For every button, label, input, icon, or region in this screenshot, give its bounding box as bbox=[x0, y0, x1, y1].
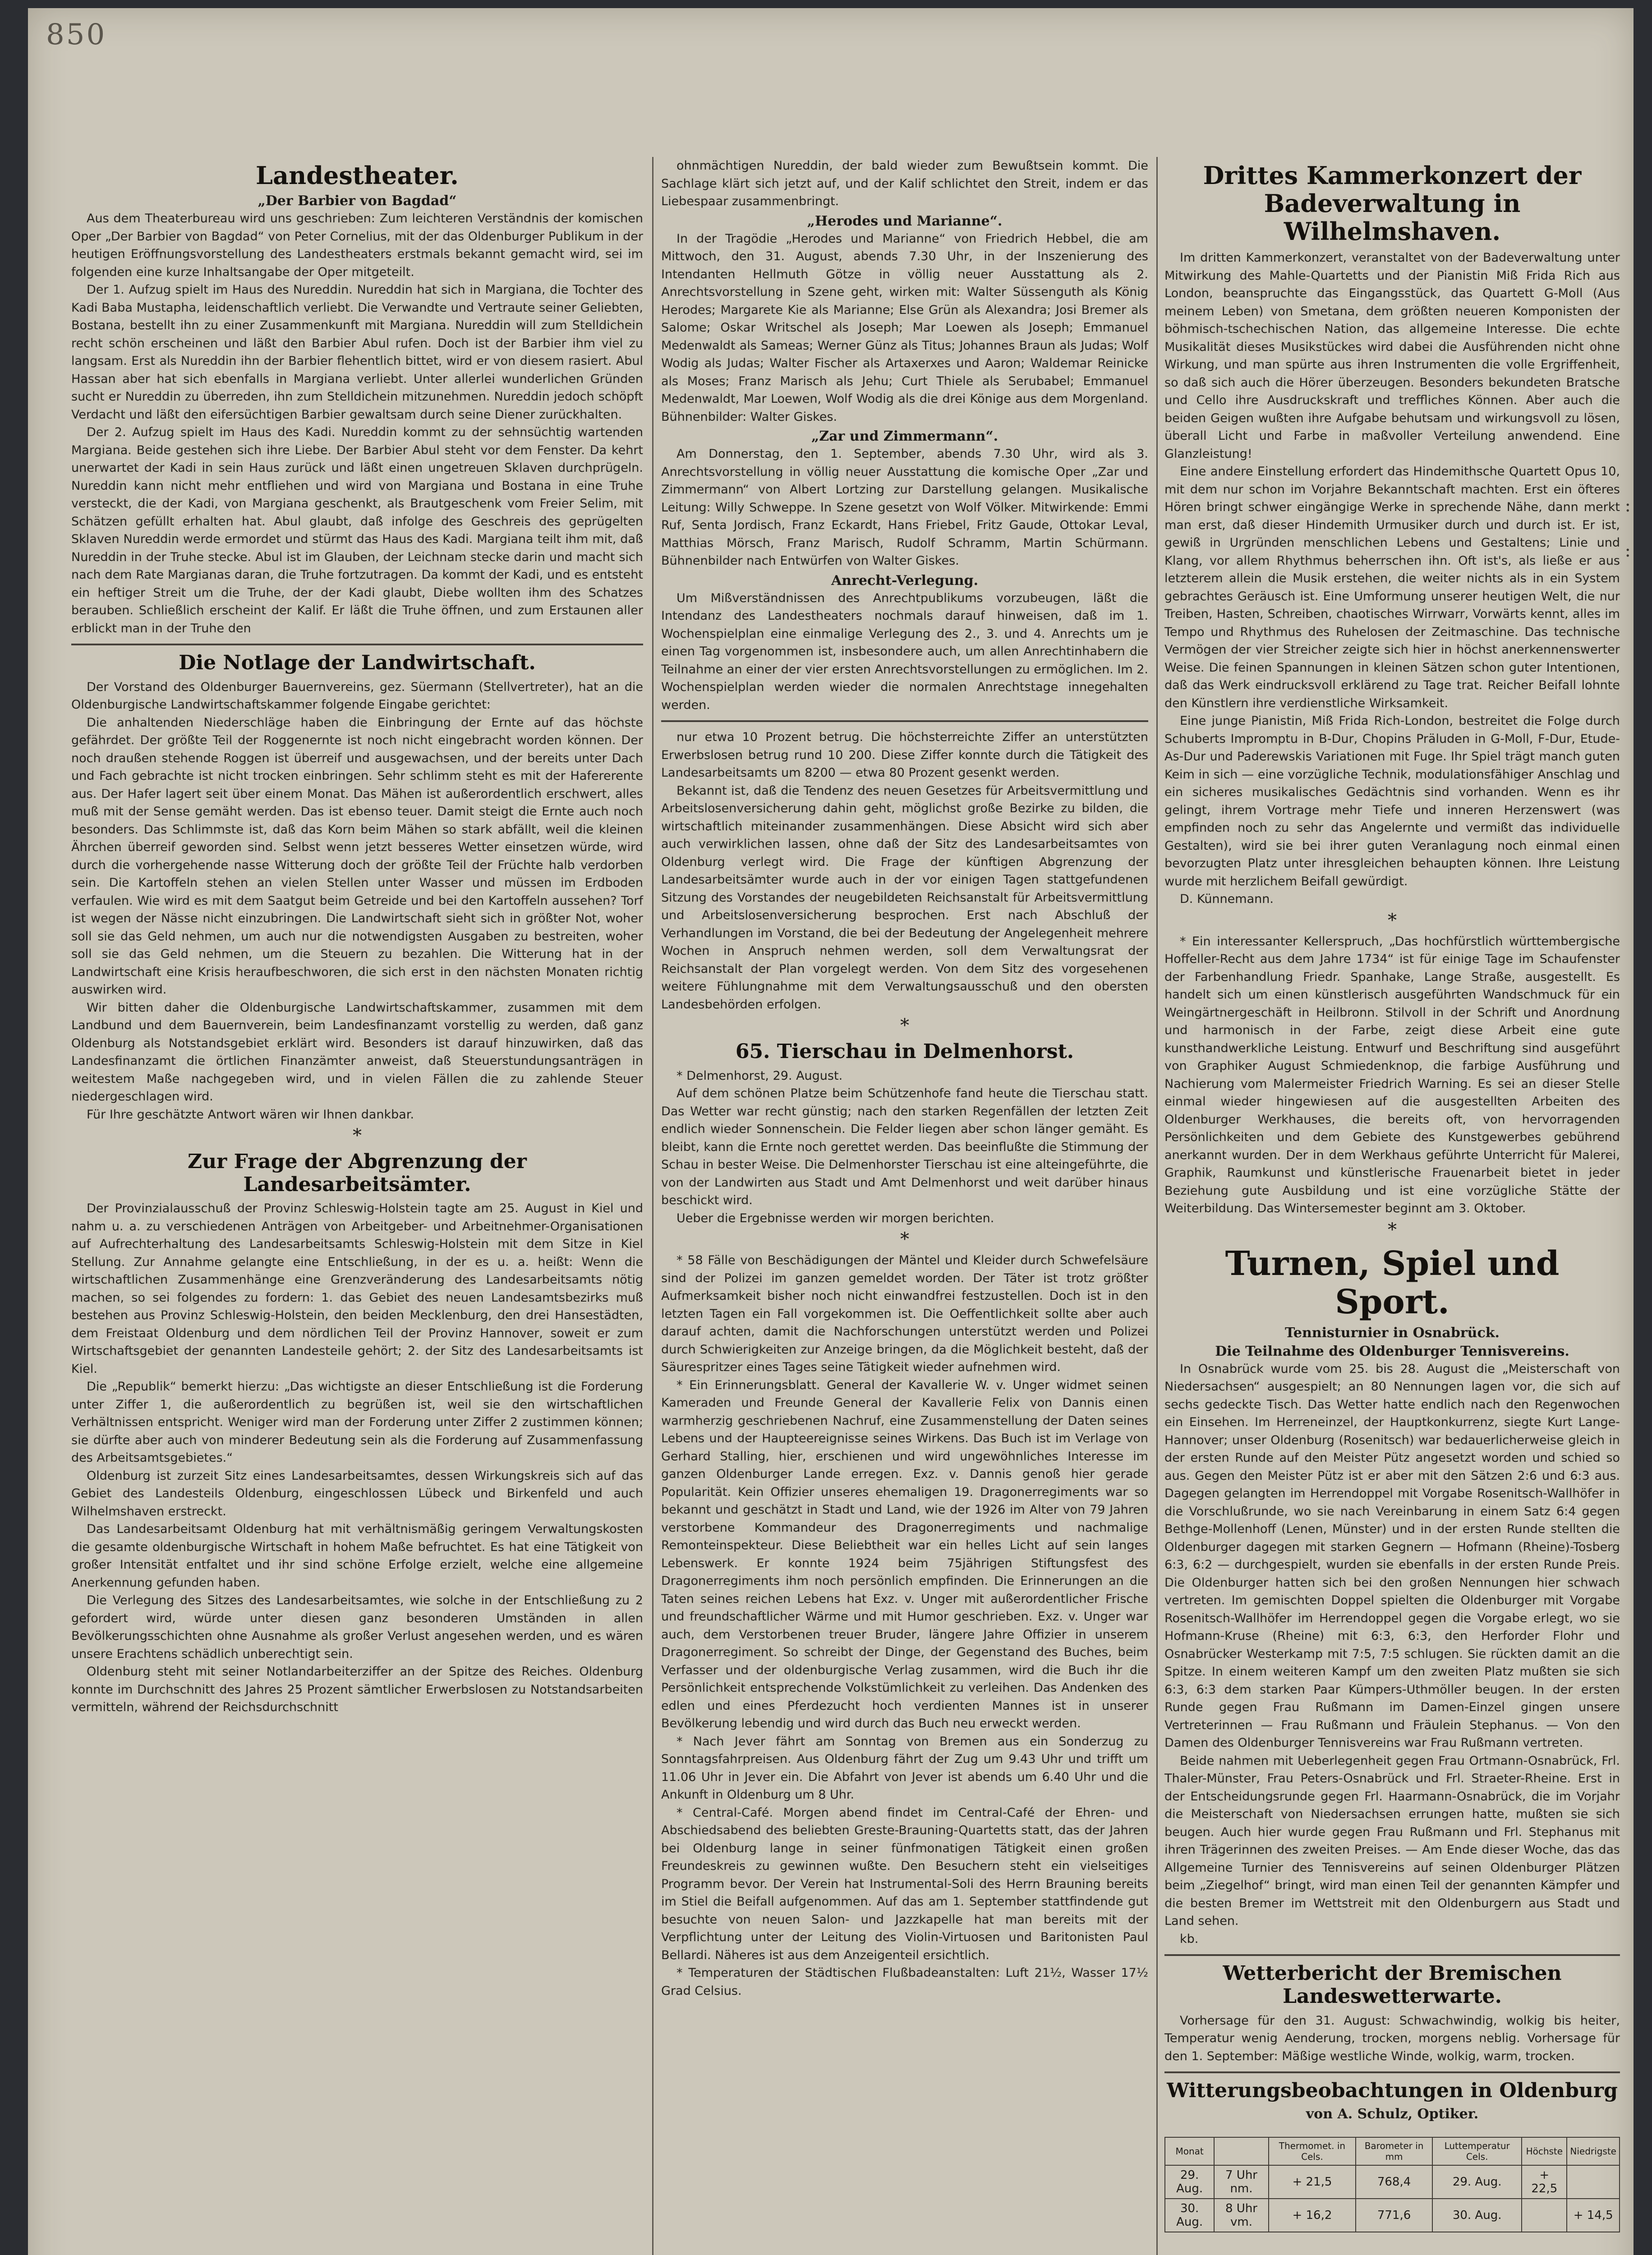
article-paragraph: Der Vorstand des Oldenburger Bauernvereins, gez. Süermann (Stellvertreter), hat an die Oldenburgische Landwirtschaftskammer folgende Eingabe gerichtet: bbox=[71, 680, 643, 712]
table-cell: + 21,5 bbox=[1269, 2165, 1356, 2199]
page-edge-mark: : bbox=[1624, 540, 1631, 561]
table-cell bbox=[1567, 2165, 1620, 2199]
column-middle bbox=[661, 157, 1148, 2255]
article-paragraph: Die Verlegung des Sitzes des Landesarbeitsamtes, wie solche in der Entschließung zu 2 gefordert wird, würde unter diesen ganz besonderen Umständen in allen Bevölkerungsschichten ohne Ausnahme als großer Verlust angesehen werden, und es wären unsere Erachtens schädlich unberechtigt sein. bbox=[71, 1593, 643, 1661]
table-row bbox=[1165, 2165, 1620, 2199]
table-cell bbox=[1522, 2199, 1567, 2232]
article-paragraph: * Ein interessanter Kellerspruch, „Das hochfürstlich württembergische Hoffeller-Recht aus dem Jahre 1734“ ist für einige Tage im Schaufenster der Farbenhandlung Friedr. Spanhake, Lange Straße, ausgestellt. Es handelt sich um einen künstlerisch ausgeführten Wandschmuck für ein Weingärtnergeschäft in Heilbronn. Stilvoll in der Schrift und Anordnung und harmonisch in der Farbe, zeigt diese Arbeit eine gute kunsthandwerkliche Leistung. Entwurf und Beschriftung sind ausgeführt von Graphiker August Schmiedenknop, die farbige Ausführung und Nachierung vom Malermeister Friedrich Warning. Es sei an dieser Stelle einmal wieder hingewiesen auf die ausgestellten Arbeiten des Oldenburger Werkhauses, die bereits oft, von hervorragenden Persönlichkeiten und dem Gebiete des Kunstgewerbes gebührend anerkannt wurden. Der in dem Werkhaus geführte Unterricht für Malerei, Graphik, Raumkunst und künstlerische Frauenarbeit bietet in jeder Beziehung gute Ausbildung und ist eine vorzügliche Stätte der Weiterbildung. Das Wintersemester beginnt am 3. Oktober. bbox=[1164, 934, 1620, 1216]
table-header-cell: Barometer in mm bbox=[1356, 2137, 1432, 2165]
table-header-cell: Luttemperatur Cels. bbox=[1432, 2137, 1522, 2165]
article-paragraph: Für Ihre geschätzte Antwort wären wir Ihnen dankbar. bbox=[87, 1107, 414, 1122]
article-paragraph: Bekannt ist, daß die Tendenz des neuen Gesetzes für Arbeitsvermittlung und Arbeitslosenversicherung dahin geht, möglichst große Bezirke zu bilden, die wirtschaftlich miteinander zusammenhängen. Diese Absicht wird sich aber auch verwirklichen lassen, ohne daß der Sitz des Landesarbeitsamtes von Oldenburg verlegt wird. Die Frage der künftigen Abgrenzung der Landesarbeitsämter wurde auch in der vor einigen Tagen stattgefundenen Sitzung des Vorstandes der neugebildeten Reichsanstalt für Arbeitsvermittlung und Arbeitslosenversicherung besprochen. Erst nach Abschluß der Verhandlungen im Vorstand, die bei der Bedeutung der Angelegenheit mehrere Wochen in Anspruch nehmen werden, soll dem Verwaltungsrat der Reichsanstalt der Plan vorgelegt werden. Von dem Sitz des vorgesehenen weitere Fühlungnahme mit dem Verwaltungsausschuß und den obersten Landesbehörden erfolgen. bbox=[661, 783, 1148, 1012]
section-rule bbox=[1164, 2071, 1620, 2073]
article-paragraph: ohnmächtigen Nureddin, der bald wieder zum Bewußtsein kommt. Die Sachlage klärt sich jetzt auf, und der Kalif schlichtet den Streit, indem er das Liebespaar zusammenbringt. bbox=[661, 159, 1148, 208]
table-row bbox=[1165, 2199, 1620, 2232]
table-cell: + 22,5 bbox=[1522, 2165, 1567, 2199]
article-paragraph: Wir bitten daher die Oldenburgische Landwirtschaftskammer, zusammen mit dem Landbund und dem Bauernverein, beim Landesfinanzamt vorstellig zu werden, daß ganz Oldenburg als Notstandsgebiet erklärt wird. Besonders ist darauf hinzuwirken, daß das Landesfinanzamt die örtlichen Finanzämter anweist, daß Steuerstundungsanträgen in weitestem Maße nachgegeben wird, und in vielen Fällen die zu zahlende Steuer niedergeschlagen wird. bbox=[71, 1000, 643, 1104]
article-paragraph: In Osnabrück wurde vom 25. bis 28. August die „Meisterschaft von Niedersachsen“ ausgespielt; an 80 Nennungen lagen vor, die sich auf sechs gedeckte Tisch. Das Wetter hatte endlich nach den Regenwochen ein Einsehen. Im Herreneinzel, der Hauptkonkurrenz, siegte Kurt Lange-Hannover; unser Oldenburg (Rosenitsch) war bedauerlicherweise gleich in der ersten Runde auf den Meister Pütz angesetzt worden und schied so aus. Gegen den Meister Pütz ist er aber mit den Sätzen 2:6 und 6:3 aus. Dagegen gelangten im Herrendoppel mit Vorgabe Rosenitsch-Wallhöfer in die Vorschlußrunde, wo sie nach Vereinbarung in einem Satz 6:4 gegen Bethge-Mollenhoff (Lenen, Münster) und in der ersten Runde stellten die Oldenburger dagegen mit starken Gegnern — Hofmann (Rheine)-Tosberg 6:3, 6:2 — durchgespielt, wurden sie ebenfalls in der ersten Runde Preis. Die Oldenburger hatten sich bei den großen Nennungen hier schwach vertreten. Im gemischten Doppel spielten die Oldenburger mit Vorgabe Rosenitsch-Wallhöfer im Herrendoppel gegen die Vorgabe erlegt, wo sie Hofmann-Kruse (Rheine) mit 6:3, 6:3, den Herforder Flohr und Osnabrücker Westerkamp mit 7:5, 7:5 schlugen. Sie rückten damit an die Spitze. In einem weiteren Kampf um den zweiten Platz mußten sie sich 6:3, 6:3 dem starken Paar Kümpers-Uthmöller beugen. In der ersten Runde gegen Frau Rußmann im Damen-Einzel gingen unsere Vertreterinnen — Frau Rußmann und Fräulein Stephanus. — Von den Damen des Oldenburger Tennisvereins war Frau Rußmann vertreten. bbox=[1164, 1362, 1620, 1750]
article-subheading: von A. Schulz, Optiker. bbox=[1306, 2106, 1479, 2122]
column-divider-right bbox=[1156, 157, 1158, 2255]
article-paragraph: Die anhaltenden Niederschläge haben die Einbringung der Ernte auf das höchste gefährdet. Der größte Teil der Roggenernte ist noch nicht eingebracht worden können. Der noch draußen stehende Roggen ist überreif und ausgewachsen, und der bereits unter Dach und Fach gebrachte ist nicht trocken einbringen. Sehr schlimm steht es mit der Hafererente aus. Der Hafer lagert seit über einem Monat. Das Mähen ist außerordentlich erschwert, alles muß mit der Sense gemäht werden. Das ist ebenso teuer. Damit steigt die Ernte auch noch besonders. Das Schlimmste ist, daß das Korn beim Mähen so stark abfällt, weil die kleinen Ährchen überreif geworden sind. Selbst wenn jetzt besseres Wetter einsetzen würde, wird durch die vorhergehende nasse Witterung doch der größte Teil der Früchte halb verdorben sein. Die Kartoffeln stehen an vielen Stellen unter Wasser und müssen im Erdboden verfaulen. Wie wird es mit dem Saatgut beim Getreide und bei den Kartoffeln aussehen? Torf ist wegen der Nässe nicht einzubringen. Die Landwirtschaft sieht sich in größter Not, woher soll sie das Geld nehmen, um auch nur die notwendigsten Ausgaben zu bestreiten, woher soll sie das Geld nehmen, um die Steuern zu bezahlen. Die Witterung hat in der Landwirtschaft eine Krisis heraufbeschworen, die sich erst in den nächsten Monaten richtig auswirken wird. bbox=[71, 715, 643, 997]
table-cell: 768,4 bbox=[1356, 2165, 1432, 2199]
article-heading: Die Notlage der Landwirtschaft. bbox=[179, 651, 536, 675]
article-paragraph: In der Tragödie „Herodes und Marianne“ von Friedrich Hebbel, die am Mittwoch, den 31. August, abends 7.30 Uhr, in der Inszenierung des Intendanten Hellmuth Götze in völlig neuer Ausstattung als 2. Anrechtsvorstellung in Szene geht, wirken mit: Walter Süssenguth als König Herodes; Margarete Kie als Marianne; Else Grün als Alexandra; Josi Bremer als Salome; Oskar Writschel als Joseph; Mar Loewen als Joseph; Emmanuel Medenwaldt als Sameas; Werner Günz als Titus; Johannes Braun als Judas; Wolf Wodig als Judas; Walter Fischer als Artaxerxes und Aaron; Waldemar Reinicke als Moses; Franz Marisch als Jehu; Curt Thiele als Serubabel; Emmanuel Medenwaldt, Mar Loewen, Wolf Wodig als die drei Könige aus dem Morgenland. Bühnenbilder: Walter Giskes. bbox=[661, 231, 1148, 424]
table-header-row bbox=[1165, 2137, 1620, 2165]
article-subheading: „Zar und Zimmermann“. bbox=[811, 428, 999, 444]
section-rule bbox=[1164, 1954, 1620, 1956]
article-paragraph: Im dritten Kammerkonzert, veranstaltet von der Badeverwaltung unter Mitwirkung des Mahle-Quartetts und der Pianistin Miß Frida Rich aus London, beanspruchte das Eingangsstück, das Quartett G-Moll (Aus meinem Leben) von Smetana, dem größten neueren Komponisten der böhmisch-tschechischen Nation, das allgemeine Interesse. Die echte Musikalität dieses Musikstückes wird dabei die Ausführenden nicht ohne Wirkung, und man spürte aus ihren Instrumenten die volle Ergriffenheit, so daß sich auch die Hörer überzeugen. Besonders bekundeten Bratsche und Cello ihre Ausdruckskraft und treffliches Können. Aber auch die beiden Geigen wußten ihre Aufgabe behutsam und wirkungsvoll zu lösen, überall Licht und Farbe in maßvoller Verteilung anwendend. Eine Glanzleistung! bbox=[1164, 251, 1620, 461]
article-subheading: Die Teilnahme des Oldenburger Tennisvereins. bbox=[1215, 1343, 1569, 1359]
article-paragraph: Die „Republik“ bemerkt hierzu: „Das wichtigste an dieser Entschließung ist die Forderung unter Ziffer 1, die außerordentlich zu begrüßen ist, weil sie den wirtschaftlichen Verhältnissen entspricht. Weniger wird man der Forderung unter Ziffer 2 zustimmen können; sie dürfte aber auch von minderer Bedeutung sein als die Forderung auf Zusammenfassung des Arbeitsamtsgebietes.“ bbox=[71, 1380, 643, 1465]
article-paragraph: * Ein Erinnerungsblatt. General der Kavallerie W. v. Unger widmet seinen Kameraden und Freunde General der Kavallerie Felix von Dannis einen warmherzig geschriebenen Nachruf, eine Zusammenstellung der Daten seines Lebens und der Haupteereignisse seines Wirkens. Das Buch ist im Verlage von Gerhard Stalling, hier, erschienen und wird ungewöhnliches Interesse im ganzen Oldenburger Lande erregen. Exz. v. Dannis genoß hier gerade Popularität. Kein Offizier unseres ehemaligen 19. Dragonerregiments war so bekannt und geschätzt in Stadt und Land, wie der 1926 im Alter von 79 Jahren verstorbene Kommandeur des Dragonerregiments und nachmalige Remonteinspekteur. Diese Beliebtheit war ein helles Licht auf sein langes Lebenswerk. Er konnte 1924 beim 75jährigen Stiftungsfest des Dragonerregiments ihm noch persönlich empfinden. Die Erinnerungen an die Taten seines reichen Lebens hat Exz. v. Unger mit außerordentlicher Frische und freundschaftlicher Wärme und mit Humor geschrieben. Exz. v. Unger war auch, dem Verstorbenen treuer Bruder, längere Jahre Offizier in unserem Dragonerregiment. So schreibt der Dinge, der Gegenstand des Buches, beim Verfasser und der oldenburgische Verlag zusammen, wird die Buch ihr die Persönlichkeit entsprechende Volkstümlichkeit zu verleihen. Das Andenken des edlen und eines Pferdezucht hoch verdienten Mannes ist in unserer Bevölkerung lebendig und wird durch das Buch neu erweckt werden. bbox=[661, 1378, 1148, 1731]
table-cell: + 14,5 bbox=[1567, 2199, 1620, 2232]
article-paragraph: Aus dem Theaterbureau wird uns geschrieben: Zum leichteren Verständnis der komischen Oper „Der Barbier von Bagdad“ von Peter Cornelius, mit der das Oldenburger Publikum in der heutigen Eröffnungsvorstellung des Landestheaters erstmals bekannt gemacht wird, sei im folgenden eine kurze Inhaltsangabe der Oper mitgeteilt. bbox=[71, 212, 643, 279]
article-subheading: „Der Barbier von Bagdad“ bbox=[258, 193, 457, 209]
article-subheading: Anrecht-Verlegung. bbox=[831, 572, 979, 589]
article-paragraph: Vorhersage für den 31. August: Schwachwindig, wolkig bis heiter, Temperatur wenig Aenderung, trocken, morgens neblig. Vorhersage für den 1. September: Mäßige westliche Winde, wolkig, warm, trocken. bbox=[1164, 2013, 1620, 2063]
article-paragraph: nur etwa 10 Prozent betrug. Die höchsterreichte Ziffer an unterstützten Erwerbslosen betrug rund 10 200. Diese Ziffer konnte durch die Tätigkeit des Landesarbeitsamts um 8200 — etwa 80 Prozent gesenkt werden. bbox=[661, 730, 1148, 780]
weather-observation-box bbox=[1164, 2137, 1620, 2232]
table-header-cell: Niedrigste bbox=[1567, 2137, 1620, 2165]
table-header-cell: Monat bbox=[1165, 2137, 1214, 2165]
table-cell: 30. Aug. bbox=[1165, 2199, 1214, 2232]
article-paragraph: Das Landesarbeitsamt Oldenburg hat mit verhältnismäßig geringem Verwaltungskosten die gesamte oldenburgische Wirtschaft in hohem Maße befruchtet. Es hat eine Tätigkeit von großer Intensität entfaltet und ihr sind schöne Erfolge erzielt, welche eine allgemeine Anerkennung gefunden haben. bbox=[71, 1522, 643, 1590]
article-paragraph: Ueber die Ergebnisse werden wir morgen berichten. bbox=[676, 1211, 994, 1225]
table-cell: 29. Aug. bbox=[1165, 2165, 1214, 2199]
page-edge-mark: : bbox=[1624, 495, 1631, 516]
section-separator-star: * bbox=[353, 1125, 362, 1146]
page-number: 850 bbox=[46, 18, 107, 51]
article-subheading: „Herodes und Marianne“. bbox=[807, 213, 1003, 229]
table-cell: 7 Uhr nm. bbox=[1214, 2165, 1268, 2199]
article-paragraph: D. Künnemann. bbox=[1180, 892, 1274, 907]
article-paragraph: * Delmenhorst, 29. August. bbox=[676, 1068, 843, 1083]
article-paragraph: Der Provinzialausschuß der Provinz Schleswig-Holstein tagte am 25. August in Kiel und nahm u. a. zu verschiedenen Anträgen von Arbeitgeber- und Arbeitnehmer-Organisationen auf Aufrechterhaltung des Landesarbeitsamts Schleswig-Holstein mit dem Sitze in Kiel Stellung. Zur Annahme gelangte eine Entschließung, in der es u. a. heißt: Wenn die wirtschaftlichen Zusammenhänge eine Grenzveränderung des Landesarbeitsamts nötig machen, so sei folgendes zu fordern: 1. das Gebiet des neuen Landesamtsbezirks muß bestehen aus Provinz Schleswig-Holstein, den beiden Mecklenburg, den drei Hansestädten, dem Freistaat Oldenburg und dem nördlichen Teil der Provinz Hannover, soweit er zum Wirtschaftsgebiet der genannten Landesteile gehört; 2. der Sitz des Landesarbeitsamts ist Kiel. bbox=[71, 1201, 643, 1376]
table-cell: 29. Aug. bbox=[1432, 2165, 1522, 2199]
article-heading: Drittes Kammerkonzert der Badeverwaltung in Wilhelmshaven. bbox=[1203, 161, 1582, 246]
article-paragraph: Der 1. Aufzug spielt im Haus des Nureddin. Nureddin hat sich in Margiana, die Tochter des Kadi Baba Mustapha, leidenschaftlich verliebt. Die Verwandte und Vertraute seiner Geliebten, Bostana, bestellt ihn zu einer Zusammenkunft mit Margiana. Nureddin will zum Stelldichein recht schön erscheinen und läßt den Barbier Abul rufen. Doch ist der Barbier ihm viel zu langsam. Erst als Nureddin ihn der Barbier flehentlich bittet, wird er von diesem rasiert. Abul Hassan aber hat sich ebenfalls in Margiana verliebt. Unter allerlei wunderlichen Gründen sucht er Nureddin zu überreden, ihn zum Stelldichein mitzunehmen. Nureddin jedoch schöpft Verdacht und läßt den eifersüchtigen Barbier gewaltsam durch seine Diener zurückhalten. bbox=[71, 283, 643, 422]
table-header-cell: Thermomet. in Cels. bbox=[1269, 2137, 1356, 2165]
article-paragraph: * Nach Jever fährt am Sonntag von Bremen aus ein Sonderzug zu Sonntagsfahrpreisen. Aus Oldenburg fährt der Zug um 9.43 Uhr und trifft um 11.06 Uhr in Jever ein. Die Abfahrt von Jever ist abends um 6.40 Uhr und die Ankunft in Oldenburg um 8 Uhr. bbox=[661, 1734, 1148, 1802]
article-paragraph: Am Donnerstag, den 1. September, abends 7.30 Uhr, wird als 3. Anrechtsvorstellung in völlig neuer Ausstattung die komische Oper „Zar und Zimmermann“ von Albert Lortzing zur Darstellung gelangen. Musikalische Leitung: Willy Schweppe. In Szene gesetzt von Wolf Völker. Mitwirkende: Emmi Ruf, Senta Jordisch, Franz Eckardt, Hans Friebel, Fritz Gaude, Ottokar Leval, Matthias Mörsch, Franz Marisch, Rudolf Schramm, Martin Schürmann. Bühnenbilder nach Entwürfen von Walter Giskes. bbox=[661, 447, 1148, 568]
article-heading: 65. Tierschau in Delmenhorst. bbox=[735, 1040, 1074, 1063]
column-right bbox=[1164, 157, 1620, 2122]
article-paragraph: Der 2. Aufzug spielt im Haus des Kadi. Nureddin kommt zu der sehnsüchtig wartenden Margiana. Beide gestehen sich ihre Liebe. Der Barbier Abul steht vor dem Fenster. Da kehrt unerwartet der Kadi in sein Haus zurück und läßt einen ungetreuen Sklaven durchprügeln. Nureddin kann nicht mehr entfliehen und wird von Margiana und Bostana in eine Truhe versteckt, die der Kadi, von Margiana geschenkt, als Brautgeschenk vom Freier Selim, mit Schätzen gefüllt erhalten hat. Abul glaubt, daß infolge des Geschreis des geprügelten Sklaven Nureddin werde ermordet und stürmt das Haus des Kadi. Margiana teilt ihm mit, daß Nureddin in der Truhe stecke. Abul ist im Glauben, der Leichnam stecke darin und macht sich nach dem Rate Margianas daran, die Truhe fortzutragen. Da kommt der Kadi, und es entsteht ein heftiger Streit um die Truhe, der der Kadi glaubt, Diebe wollten ihm des Schatzes berauben. Schließlich erscheint der Kalif. Er läßt die Truhe öffnen, und zum Erstaunen aller erblickt man in der Truhe den bbox=[71, 425, 643, 635]
article-paragraph: kb. bbox=[1180, 1932, 1199, 1946]
article-heading: Witterungsbeobachtungen in Oldenburg bbox=[1167, 2079, 1618, 2103]
article-heading: Wetterbericht der Bremischen Landeswetterwarte. bbox=[1223, 1962, 1562, 2008]
article-paragraph: * Temperaturen der Städtischen Flußbadeanstalten: Luft 21½, Wasser 17½ Grad Celsius. bbox=[661, 1966, 1148, 1998]
section-rule bbox=[71, 644, 643, 645]
weather-observation-table bbox=[1164, 2137, 1620, 2232]
column-divider-left bbox=[652, 157, 653, 2255]
article-paragraph: Oldenburg steht mit seiner Notlandarbeiterziffer an der Spitze des Reiches. Oldenburg konnte im Durchschnitt des Jahres 25 Prozent sämtlicher Erwerbslosen zu Notstandsarbeiten vermitteln, während der Reichsdurchschnitt bbox=[71, 1665, 643, 1715]
article-paragraph: * 58 Fälle von Beschädigungen der Mäntel und Kleider durch Schwefelsäure sind der Polizei im ganzen gemeldet worden. Der Täter ist trotz größter Aufmerksamkeit bisher noch nicht einwandfrei festzustellen. Doch ist in den letzten Tagen ein Fall vorgekommen ist. Die Oeffentlichkeit sollte aber auch darauf achten, damit die Nachforschungen unterstützt werden und Polizei durch Schwierigkeiten zur Anzeige bringen, da die Möglichkeit besteht, daß der Säurespritzer eines Tages seine Tätigkeit wieder aufnehmen wird. bbox=[661, 1253, 1148, 1375]
section-separator-star: * bbox=[900, 1015, 909, 1036]
table-cell: + 16,2 bbox=[1269, 2199, 1356, 2232]
article-paragraph: Auf dem schönen Platze beim Schützenhofe fand heute die Tierschau statt. Das Wetter war recht günstig; nach den starken Regenfällen der letzten Zeit endlich wieder Sonnenschein. Die Felder liegen aber schon länger gemäht. Es bleibt, kann die Ernte noch gerettet werden. Das beeinflußte die Stimmung der Schau in bester Weise. Die Delmenhorster Tierschau ist eine alteingeführte, die von der Landwirten aus Stadt und Amt Delmenhorst und weit darüber hinaus beschickt wird. bbox=[661, 1086, 1148, 1208]
article-paragraph: Beide nahmen mit Ueberlegenheit gegen Frau Ortmann-Osnabrück, Frl. Thaler-Münster, Frau Peters-Osnabrück und Frl. Straeter-Rheine. Erst in der Entscheidungsrunde gegen Frl. Haarmann-Osnabrück, die im Vorjahr die Meisterschaft von Niedersachsen errungen hatte, mußten sie sich beugen. Auch hier wurde gegen Frau Rußmann und Frl. Stephanus mit ihren Trägerinnen des zweiten Preises. — Am Ende dieser Woche, das das Allgemeine Turnier des Tennisvereins auf seinen Oldenburger Plätzen beim „Ziegelhof“ bringt, wird man einen Teil der genannten Kämpfer und die besten Bremer im Wettstreit mit den Oldenburgern aus Stadt und Land sehen. bbox=[1164, 1753, 1620, 1928]
table-header-cell bbox=[1214, 2137, 1268, 2165]
table-cell: 8 Uhr vm. bbox=[1214, 2199, 1268, 2232]
column-left bbox=[71, 157, 643, 2255]
article-paragraph: Eine junge Pianistin, Miß Frida Rich-London, bestreitet die Folge durch Schuberts Impromptu in B-Dur, Chopins Präluden in G-Moll, F-Dur, Etude-As-Dur und Paderewskis Variationen mit Fuge. Ihr Spiel trägt manch guten Keim in sich — eine vorzügliche Technik, modulationsfähiger Anschlag und ein sicheres musikalisches Gedächtnis sind vorhanden. Wenn es ihr gelingt, ihrem Vortrage mehr Tiefe und inneren Herzenswert (was empfinden noch zu sehr das Angelernte und vermißt das individuelle Gestalten), wird sie bei ihrer guten Veranlagung noch einmal einen bevorzugten Platz unter ihresgleichen behaupten können. Ihre Leistung wurde mit herzlichem Beifall gewürdigt. bbox=[1164, 714, 1620, 888]
section-rule bbox=[661, 720, 1148, 722]
article-heading: Landestheater. bbox=[256, 161, 459, 190]
section-separator-star: * bbox=[900, 1229, 909, 1250]
newspaper-page bbox=[28, 8, 1634, 2255]
article-paragraph: * Central-Café. Morgen abend findet im Central-Café der Ehren- und Abschiedsabend des beliebten Greste-Brauning-Quartetts statt, das der Jahren bei Oldenburg lange in seiner fünfmonatigen Tätigkeit einen großen Freundeskreis zu gewinnen wußte. Den Besuchern steht ein vielseitiges Programm bevor. Der Verein hat Instrumental-Soli des Herrn Brauning bereits im Stiel die Beifall aufgenommen. Auf das am 1. September stattfindende gut besuchte von neuen Salon- und Jazzkapelle hat man bereits mit der Verpflichtung unter der Leitung des Violin-Virtuosen und Baritonisten Paul Bellardi. Näheres ist aus dem Anzeigenteil ersichtlich. bbox=[661, 1805, 1148, 1962]
table-header-cell: Höchste bbox=[1522, 2137, 1567, 2165]
article-paragraph: Oldenburg ist zurzeit Sitz eines Landesarbeitsamtes, dessen Wirkungskreis sich auf das Gebiet des Landesteils Oldenburg, eingeschlossen Lübeck und Birkenfeld und auch Wilhelmshaven erstreckt. bbox=[71, 1468, 643, 1519]
article-paragraph: Um Mißverständnissen des Anrechtpublikums vorzubeugen, läßt die Intendanz des Landestheaters nochmals darauf hinweisen, daß im 1. Wochenspielplan eine einmalige Verlegung des 2., 3. und 4. Anrechts um je einen Tag vorgenommen ist, insbesondere auch, um allen Anrechtinhabern die Teilnahme an einer der vier ersten Anrechtsvorstellungen zu ermöglichen. Im 2. Wochenspielplan werden wieder die normalen Anrechtstage innegehalten werden. bbox=[661, 591, 1148, 712]
table-cell: 771,6 bbox=[1356, 2199, 1432, 2232]
section-separator-star: * bbox=[1388, 1219, 1397, 1240]
article-heading: Zur Frage der Abgrenzung der Landesarbeitsämter. bbox=[188, 1150, 527, 1196]
section-separator-star: * bbox=[1388, 910, 1397, 931]
article-subheading: Tennisturnier in Osnabrück. bbox=[1285, 1325, 1500, 1341]
table-cell: 30. Aug. bbox=[1432, 2199, 1522, 2232]
article-paragraph: Eine andere Einstellung erfordert das Hindemithsche Quartett Opus 10, mit dem nur schon im Vorjahre Bekanntschaft machten. Erst ein öfteres Hören bringt schwer eingängige Werke in sprechende Nähe, dann merkt man erst, daß dieser Hindemith Urmusiker durch und durch ist. Er ist, gewiß in Urgründen menschlichen Lebens und Gestaltens; Linie und Klang, vor allem Rhythmus beherrschen ihn. Oft ist's, als ließe er aus letzterem allein die Musik erstehen, die weiter nichts als in ein System gebrachtes Geräusch ist. Eine Umformung unserer heutigen Welt, die nur Treiben, Hasten, Schreiben, chaotisches Wirrwarr, Vorwärts kennt, alles im Tempo und Rhythmus des Ruhelosen der Zeitmaschine. Das technische Vermögen der vier Streicher zeigte sich hier in höchst anerkennenswerter Weise. Die feinen Spannungen in kleinen Sätzen schon guter Intentionen, daß das Werk eindrucksvoll erklärend zu Tage trat. Reicher Beifall lohnte den Künstlern ihre verdienstliche Wirksamkeit. bbox=[1164, 465, 1620, 710]
article-heading: Turnen, Spiel und Sport. bbox=[1225, 1244, 1560, 1321]
